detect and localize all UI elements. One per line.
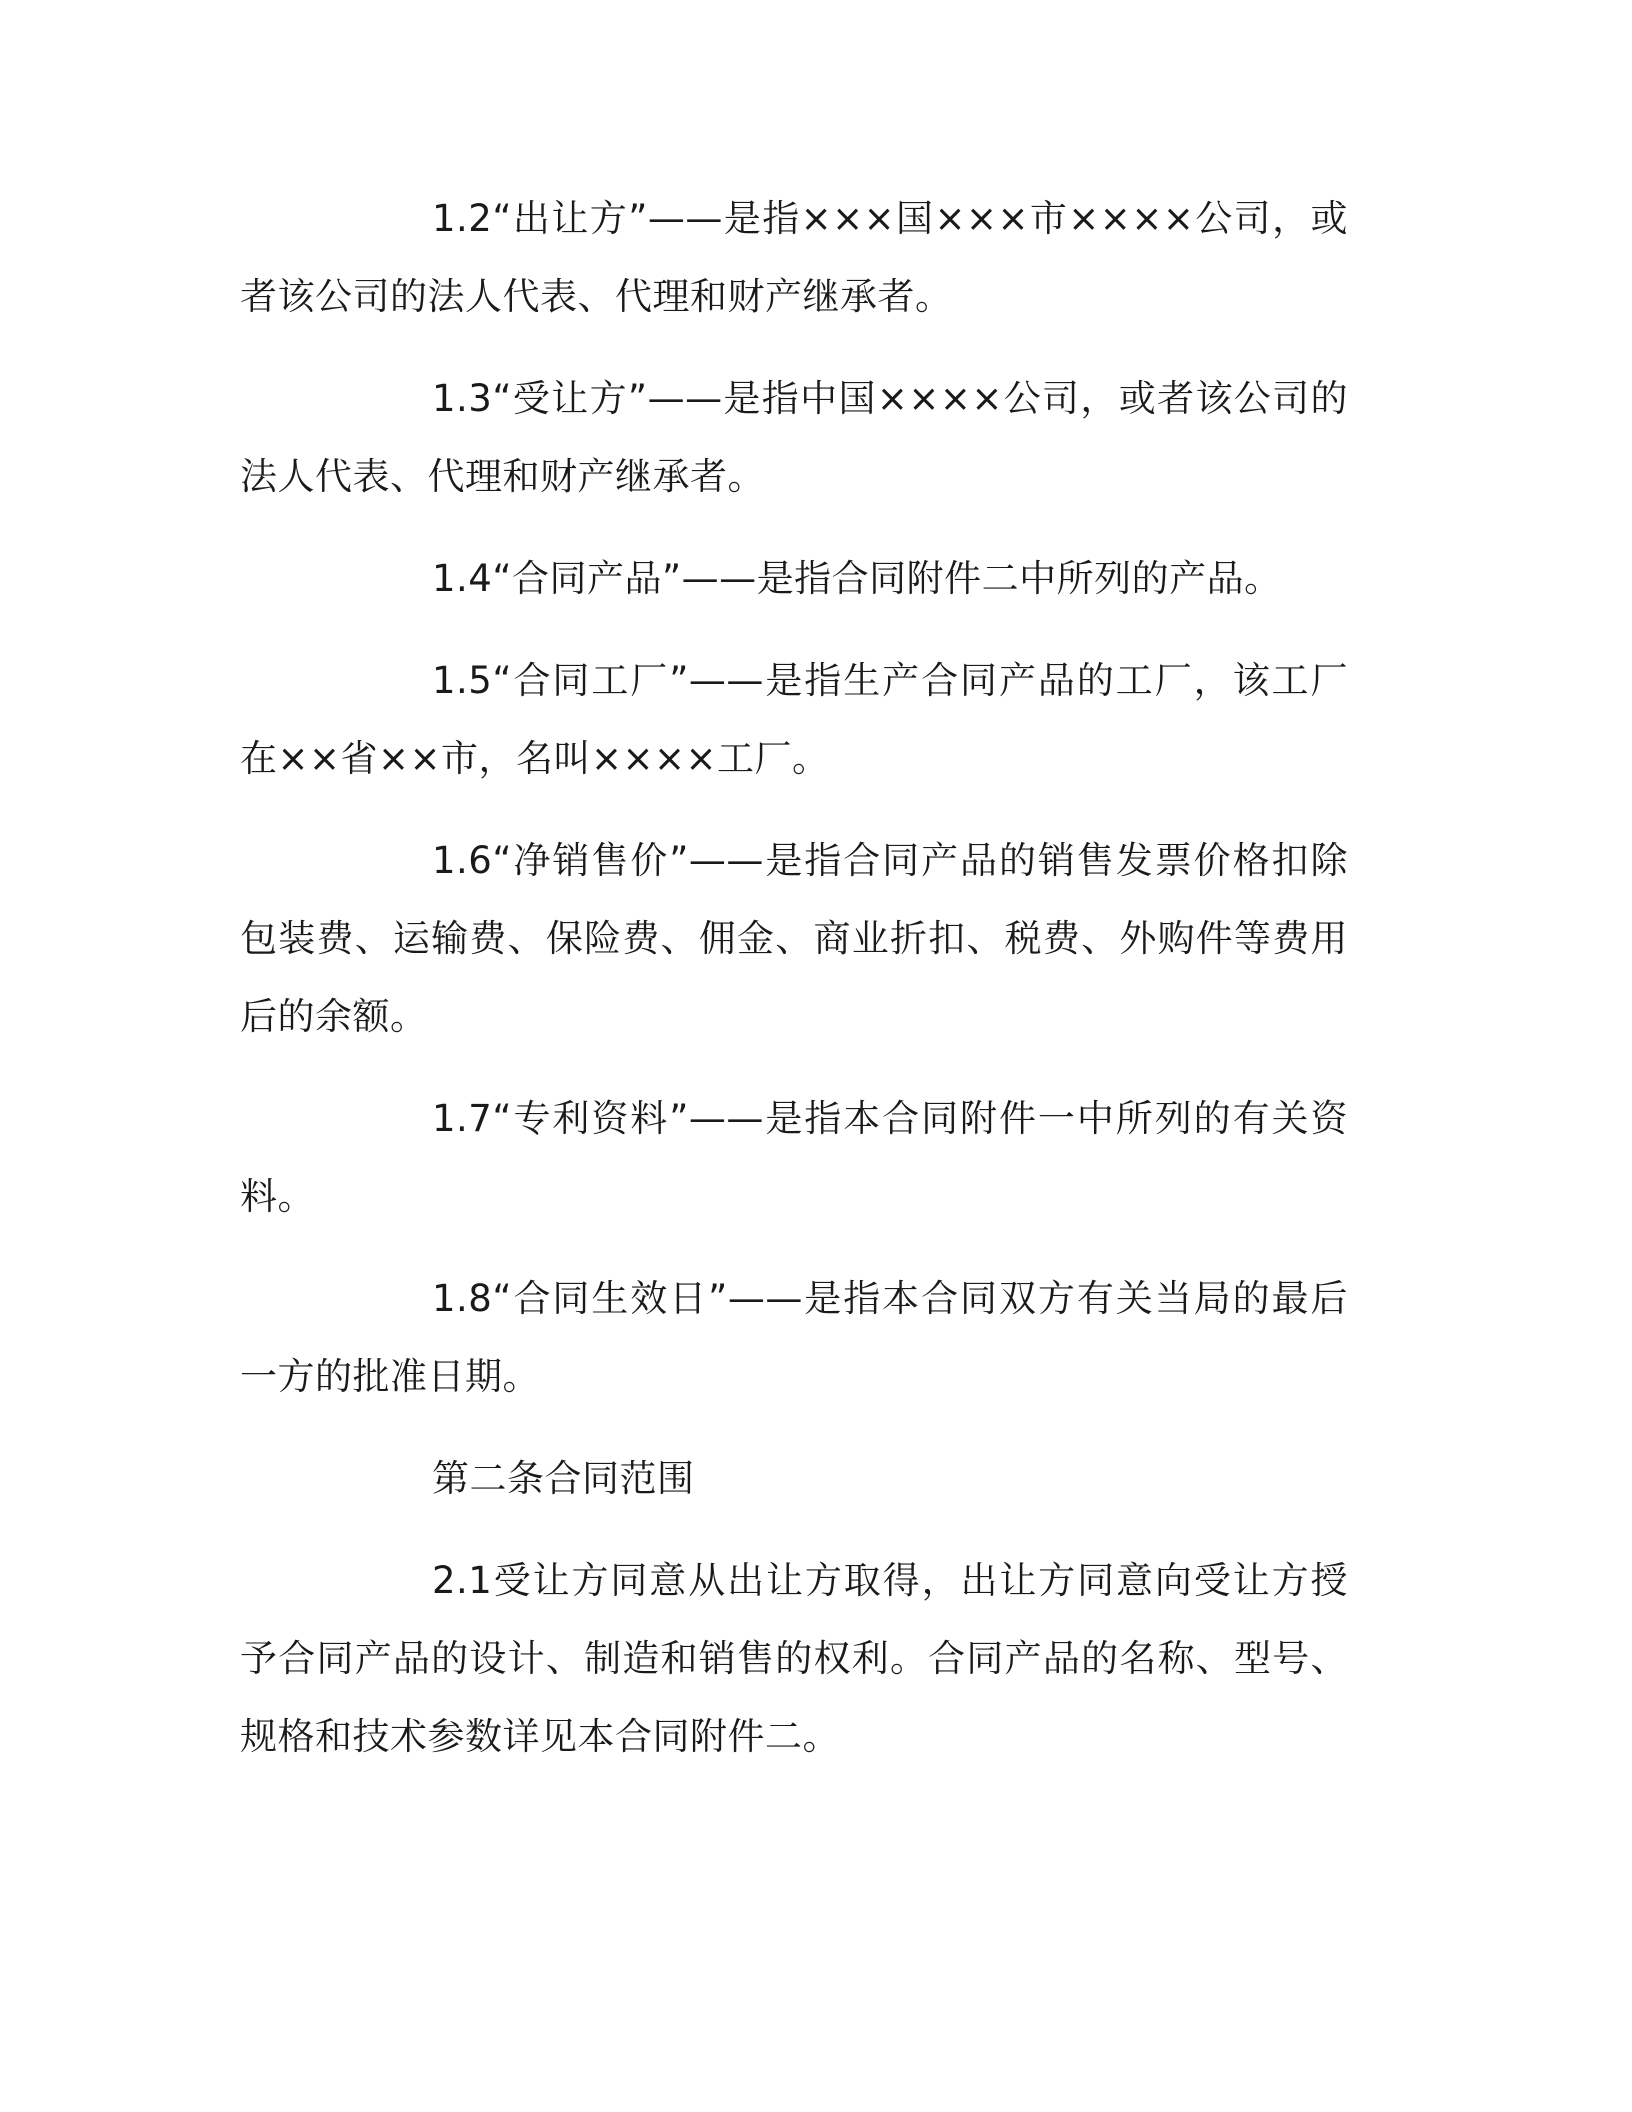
clause-number: 1.8 [432, 1277, 493, 1320]
clause-1-3 [240, 360, 1348, 516]
clause-number: 1.2 [432, 197, 493, 240]
clause-2-1 [240, 1542, 1348, 1776]
document-page [240, 180, 1348, 1800]
clause-text: “合同产品”——是指合同附件二中所列的产品。 [492, 557, 1282, 600]
clause-1-4 [240, 540, 1348, 618]
clause-1-7 [240, 1080, 1348, 1236]
clause-1-8 [240, 1260, 1348, 1416]
clause-text: “受让方”——是指中国××××公司，或者该公司的法人代表、代理和财产继承者。 [240, 377, 1348, 498]
section-heading [240, 1440, 1348, 1518]
clause-number: 2.1 [432, 1559, 493, 1602]
clause-number: 1.7 [432, 1097, 493, 1140]
section-title: 合同范围 [544, 1457, 695, 1500]
section-number: 第二条 [432, 1457, 545, 1500]
clause-text: “净销售价”——是指合同产品的销售发票价格扣除包装费、运输费、保险费、佣金、商业折扣、税费、外购件等费用后的余额。 [240, 839, 1348, 1038]
clause-1-2 [240, 180, 1348, 336]
clause-text: “专利资料”——是指本合同附件一中所列的有关资料。 [240, 1097, 1348, 1218]
clause-text: “合同工厂”——是指生产合同产品的工厂，该工厂在××省××市，名叫××××工厂。 [240, 659, 1348, 780]
clause-1-5 [240, 642, 1348, 798]
clause-1-6 [240, 822, 1348, 1056]
clause-number: 1.5 [432, 659, 493, 702]
clause-number: 1.3 [432, 377, 493, 420]
clause-text: “出让方”——是指×××国×××市××××公司，或者该公司的法人代表、代理和财产继承者。 [240, 197, 1348, 318]
clause-text: “合同生效日”——是指本合同双方有关当局的最后一方的批准日期。 [240, 1277, 1348, 1398]
clause-number: 1.6 [432, 839, 493, 882]
clause-number: 1.4 [432, 557, 493, 600]
clause-text: 受让方同意从出让方取得，出让方同意向受让方授予合同产品的设计、制造和销售的权利。合同产品的名称、型号、规格和技术参数详见本合同附件二。 [240, 1559, 1348, 1758]
